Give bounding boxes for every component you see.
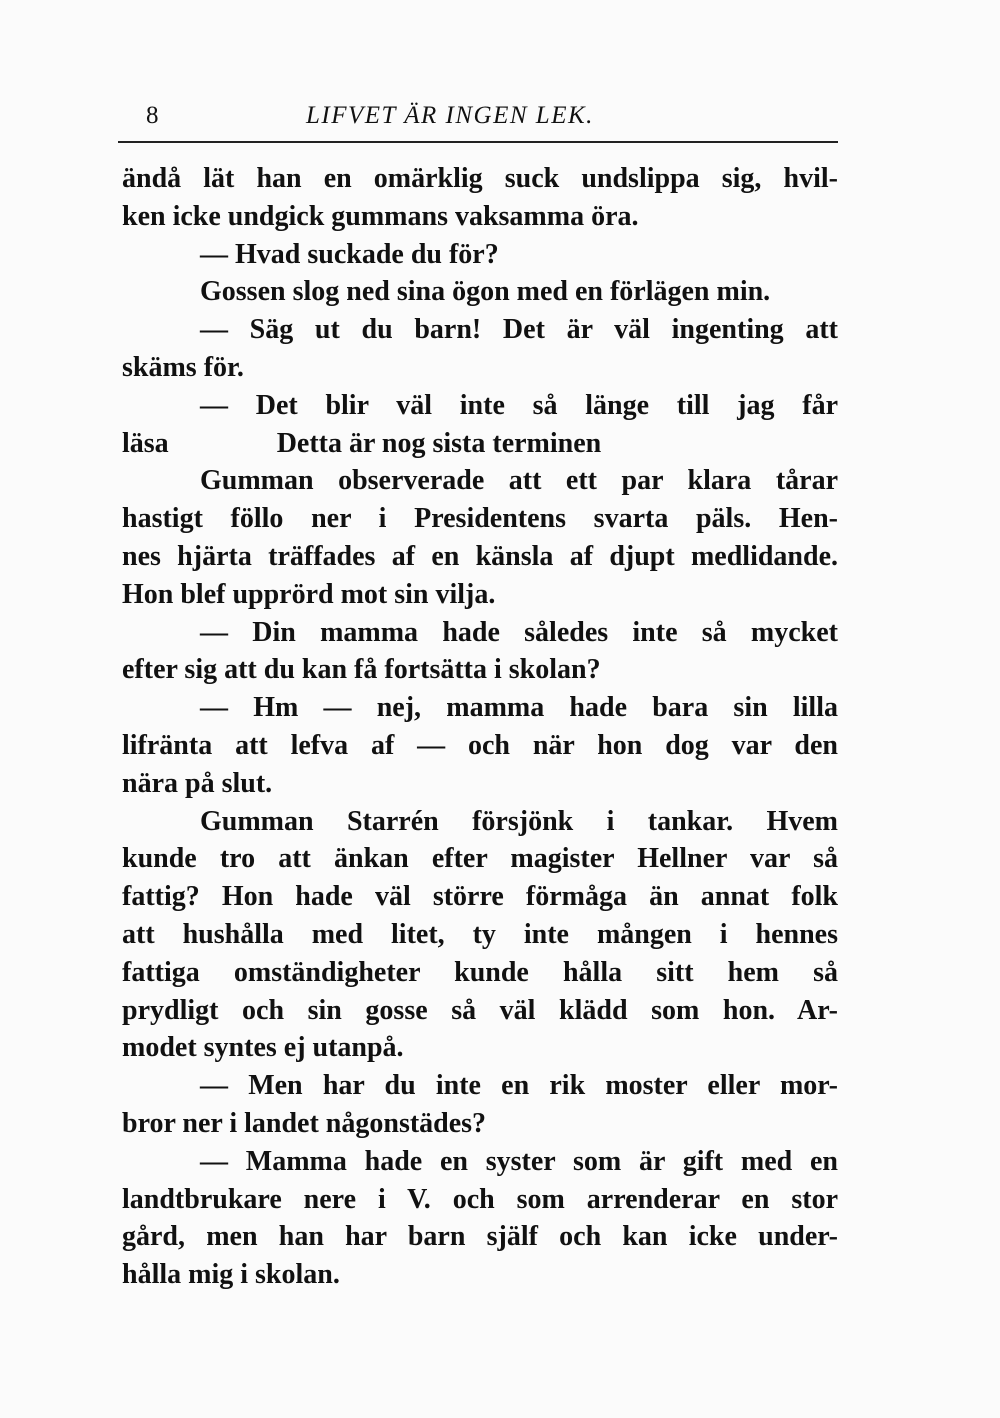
text-line: fattiga omständigheter kunde hålla sitt hem så xyxy=(122,956,838,988)
text-line: modet syntes ej utanpå. xyxy=(122,1032,404,1064)
text-line: — Hvad suckade du för? xyxy=(200,238,499,270)
text-line: lifränta att lefva af — och när hon dog var den xyxy=(122,729,838,761)
text-line: prydligt och sin gosse så väl klädd som hon. Ar- xyxy=(122,994,838,1026)
text-line: fattig? Hon hade väl större förmåga än annat folk xyxy=(122,881,838,913)
text-line: nes hjärta träffades af en känsla af djupt medlidande. xyxy=(122,540,838,572)
text-line: skäms för. xyxy=(122,351,244,383)
running-title: LIFVET ÄR INGEN LEK. xyxy=(306,102,594,129)
text-line: kunde tro att änkan efter magister Hellner var så xyxy=(122,843,838,875)
text-line: efter sig att du kan få fortsätta i skolan? xyxy=(122,654,601,686)
text-line: — Det blir väl inte så länge till jag får xyxy=(200,389,838,421)
text-line: hastigt föllo ner i Presidentens svarta päls. Hen- xyxy=(122,503,838,535)
text-line: landtbrukare nere i V. och som arrenderar en stor xyxy=(122,1183,838,1215)
text-line: Gossen slog ned sina ögon med en förlägen min. xyxy=(200,276,771,308)
text-fragment: läsa xyxy=(122,427,169,459)
text-line: — Mamma hade en syster som är gift med en xyxy=(200,1145,838,1177)
text-line: — Men har du inte en rik moster eller mor- xyxy=(200,1070,838,1102)
text-fragment: Detta är nog sista terminen xyxy=(276,427,602,459)
body-text xyxy=(122,160,838,1294)
text-line: gård, men han har barn själf och kan icke under- xyxy=(122,1221,838,1253)
page-header xyxy=(118,98,838,138)
text-line xyxy=(122,425,838,463)
text-line: — Säg ut du barn! Det är väl ingenting att xyxy=(200,314,838,346)
page-number: 8 xyxy=(146,102,159,129)
text-line: bror ner i landet någonstädes? xyxy=(122,1107,487,1139)
text-line: Gumman observerade att ett par klara tårar xyxy=(200,465,838,497)
text-line: ändå lät han en omärklig suck undslippa sig, hvil- xyxy=(122,163,838,194)
text-line: hålla mig i skolan. xyxy=(122,1259,340,1291)
text-line: Gumman Starrén försjönk i tankar. Hvem xyxy=(200,805,838,837)
text-line: — Hm — nej, mamma hade bara sin lilla xyxy=(200,692,838,724)
text-line: nära på slut. xyxy=(122,767,273,799)
text-line: ken icke undgick gummans vaksamma öra. xyxy=(122,200,639,232)
text-line: att hushålla med litet, ty inte mången i hennes xyxy=(122,918,838,950)
header-rule xyxy=(118,141,838,143)
text-line: Hon blef upprörd mot sin vilja. xyxy=(122,578,496,610)
text-line: — Din mamma hade således inte så mycket xyxy=(200,616,838,648)
